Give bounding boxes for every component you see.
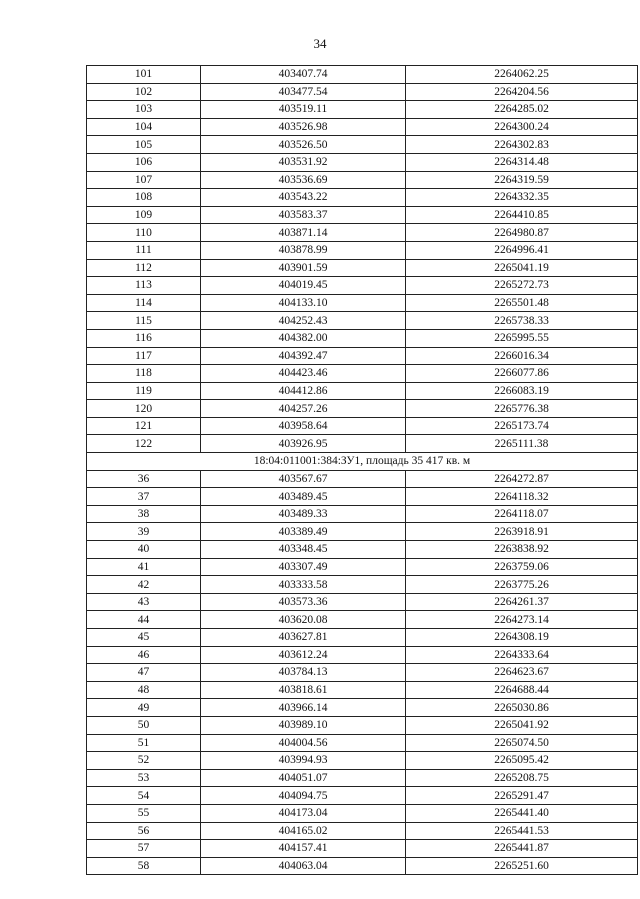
table-row (87, 136, 638, 154)
table-row (87, 312, 638, 330)
table-row (87, 382, 638, 400)
table-row (87, 822, 638, 840)
point-number-cell: 118 (87, 365, 201, 383)
table-row (87, 400, 638, 418)
x-coordinate-cell: 403543.22 (201, 189, 406, 207)
x-coordinate-cell: 404004.56 (201, 734, 406, 752)
y-coordinate-cell: 2264332.35 (406, 189, 638, 207)
y-coordinate-cell: 2264319.59 (406, 171, 638, 189)
x-coordinate-cell: 403958.64 (201, 417, 406, 435)
point-number-cell: 101 (87, 66, 201, 84)
table-row (87, 523, 638, 541)
table-row (87, 576, 638, 594)
section-heading-row (87, 453, 638, 471)
y-coordinate-cell: 2265208.75 (406, 769, 638, 787)
y-coordinate-cell: 2264623.67 (406, 664, 638, 682)
x-coordinate-cell: 404173.04 (201, 804, 406, 822)
y-coordinate-cell: 2264273.14 (406, 611, 638, 629)
table-row (87, 171, 638, 189)
point-number-cell: 48 (87, 681, 201, 699)
table-row (87, 629, 638, 647)
x-coordinate-cell: 403620.08 (201, 611, 406, 629)
table-row (87, 716, 638, 734)
table-row (87, 294, 638, 312)
point-number-cell: 115 (87, 312, 201, 330)
y-coordinate-cell: 2265291.47 (406, 787, 638, 805)
y-coordinate-cell: 2264410.85 (406, 206, 638, 224)
x-coordinate-cell: 403612.24 (201, 646, 406, 664)
table-row (87, 365, 638, 383)
y-coordinate-cell: 2264333.64 (406, 646, 638, 664)
table-row (87, 153, 638, 171)
y-coordinate-cell: 2264118.32 (406, 488, 638, 506)
x-coordinate-cell: 403583.37 (201, 206, 406, 224)
y-coordinate-cell: 2265251.60 (406, 857, 638, 875)
y-coordinate-cell: 2263775.26 (406, 576, 638, 594)
x-coordinate-cell: 403536.69 (201, 171, 406, 189)
x-coordinate-cell: 403926.95 (201, 435, 406, 453)
y-coordinate-cell: 2263759.06 (406, 558, 638, 576)
table-row (87, 840, 638, 858)
table-row (87, 241, 638, 259)
x-coordinate-cell: 403531.92 (201, 153, 406, 171)
table-row (87, 259, 638, 277)
point-number-cell: 37 (87, 488, 201, 506)
y-coordinate-cell: 2265041.19 (406, 259, 638, 277)
table-row (87, 752, 638, 770)
table-row (87, 277, 638, 295)
x-coordinate-cell: 403966.14 (201, 699, 406, 717)
point-number-cell: 121 (87, 417, 201, 435)
x-coordinate-cell: 403994.93 (201, 752, 406, 770)
point-number-cell: 50 (87, 716, 201, 734)
table-row (87, 206, 638, 224)
y-coordinate-cell: 2265441.87 (406, 840, 638, 858)
y-coordinate-cell: 2265030.86 (406, 699, 638, 717)
x-coordinate-cell: 403526.50 (201, 136, 406, 154)
point-number-cell: 114 (87, 294, 201, 312)
x-coordinate-cell: 404133.10 (201, 294, 406, 312)
table-row (87, 83, 638, 101)
x-coordinate-cell: 404423.46 (201, 365, 406, 383)
table-row (87, 541, 638, 559)
x-coordinate-cell: 403489.45 (201, 488, 406, 506)
table-row (87, 646, 638, 664)
x-coordinate-cell: 403489.33 (201, 505, 406, 523)
point-number-cell: 40 (87, 541, 201, 559)
table-row (87, 329, 638, 347)
x-coordinate-cell: 403989.10 (201, 716, 406, 734)
table-row (87, 857, 638, 875)
x-coordinate-cell: 403348.45 (201, 541, 406, 559)
point-number-cell: 120 (87, 400, 201, 418)
table-row (87, 118, 638, 136)
point-number-cell: 108 (87, 189, 201, 207)
point-number-cell: 36 (87, 470, 201, 488)
y-coordinate-cell: 2264272.87 (406, 470, 638, 488)
y-coordinate-cell: 2266016.34 (406, 347, 638, 365)
y-coordinate-cell: 2264285.02 (406, 101, 638, 119)
section-heading: 18:04:011001:384:ЗУ1, площадь 35 417 кв. м (87, 453, 638, 471)
point-number-cell: 122 (87, 435, 201, 453)
table-row (87, 558, 638, 576)
y-coordinate-cell: 2265095.42 (406, 752, 638, 770)
y-coordinate-cell: 2264980.87 (406, 224, 638, 242)
x-coordinate-cell: 404165.02 (201, 822, 406, 840)
page-number: 34 (313, 36, 327, 51)
x-coordinate-cell: 403878.99 (201, 241, 406, 259)
point-number-cell: 47 (87, 664, 201, 682)
y-coordinate-cell: 2264314.48 (406, 153, 638, 171)
x-coordinate-cell: 403567.67 (201, 470, 406, 488)
y-coordinate-cell: 2264261.37 (406, 593, 638, 611)
y-coordinate-cell: 2263918.91 (406, 523, 638, 541)
y-coordinate-cell: 2265776.38 (406, 400, 638, 418)
y-coordinate-cell: 2265074.50 (406, 734, 638, 752)
x-coordinate-cell: 403519.11 (201, 101, 406, 119)
x-coordinate-cell: 403407.74 (201, 66, 406, 84)
y-coordinate-cell: 2264302.83 (406, 136, 638, 154)
point-number-cell: 111 (87, 241, 201, 259)
point-number-cell: 54 (87, 787, 201, 805)
point-number-cell: 45 (87, 629, 201, 647)
point-number-cell: 102 (87, 83, 201, 101)
x-coordinate-cell: 404392.47 (201, 347, 406, 365)
x-coordinate-cell: 403818.61 (201, 681, 406, 699)
x-coordinate-cell: 403307.49 (201, 558, 406, 576)
table-row (87, 435, 638, 453)
point-number-cell: 119 (87, 382, 201, 400)
y-coordinate-cell: 2265738.33 (406, 312, 638, 330)
x-coordinate-cell: 404382.00 (201, 329, 406, 347)
table-row (87, 224, 638, 242)
x-coordinate-cell: 404157.41 (201, 840, 406, 858)
point-number-cell: 104 (87, 118, 201, 136)
x-coordinate-cell: 403784.13 (201, 664, 406, 682)
y-coordinate-cell: 2264688.44 (406, 681, 638, 699)
coordinates-table-body (87, 66, 638, 875)
x-coordinate-cell: 403333.58 (201, 576, 406, 594)
point-number-cell: 49 (87, 699, 201, 717)
table-row (87, 611, 638, 629)
point-number-cell: 46 (87, 646, 201, 664)
table-row (87, 66, 638, 84)
x-coordinate-cell: 403627.81 (201, 629, 406, 647)
table-row (87, 787, 638, 805)
x-coordinate-cell: 404257.26 (201, 400, 406, 418)
point-number-cell: 110 (87, 224, 201, 242)
y-coordinate-cell: 2265441.53 (406, 822, 638, 840)
point-number-cell: 105 (87, 136, 201, 154)
coordinates-table (86, 65, 638, 875)
y-coordinate-cell: 2266077.86 (406, 365, 638, 383)
point-number-cell: 39 (87, 523, 201, 541)
table-row (87, 470, 638, 488)
x-coordinate-cell: 404051.07 (201, 769, 406, 787)
point-number-cell: 58 (87, 857, 201, 875)
point-number-cell: 53 (87, 769, 201, 787)
point-number-cell: 56 (87, 822, 201, 840)
y-coordinate-cell: 2265041.92 (406, 716, 638, 734)
point-number-cell: 57 (87, 840, 201, 858)
table-row (87, 593, 638, 611)
point-number-cell: 103 (87, 101, 201, 119)
y-coordinate-cell: 2266083.19 (406, 382, 638, 400)
x-coordinate-cell: 403389.49 (201, 523, 406, 541)
point-number-cell: 116 (87, 329, 201, 347)
table-row (87, 505, 638, 523)
y-coordinate-cell: 2265995.55 (406, 329, 638, 347)
table-row (87, 734, 638, 752)
x-coordinate-cell: 403477.54 (201, 83, 406, 101)
point-number-cell: 112 (87, 259, 201, 277)
point-number-cell: 52 (87, 752, 201, 770)
point-number-cell: 55 (87, 804, 201, 822)
y-coordinate-cell: 2265501.48 (406, 294, 638, 312)
y-coordinate-cell: 2264062.25 (406, 66, 638, 84)
table-row (87, 189, 638, 207)
point-number-cell: 113 (87, 277, 201, 295)
table-row (87, 488, 638, 506)
table-row (87, 699, 638, 717)
y-coordinate-cell: 2265173.74 (406, 417, 638, 435)
x-coordinate-cell: 404094.75 (201, 787, 406, 805)
y-coordinate-cell: 2264118.07 (406, 505, 638, 523)
point-number-cell: 109 (87, 206, 201, 224)
table-row (87, 681, 638, 699)
point-number-cell: 38 (87, 505, 201, 523)
table-row (87, 347, 638, 365)
point-number-cell: 51 (87, 734, 201, 752)
point-number-cell: 106 (87, 153, 201, 171)
table-row (87, 769, 638, 787)
point-number-cell: 44 (87, 611, 201, 629)
y-coordinate-cell: 2265272.73 (406, 277, 638, 295)
y-coordinate-cell: 2265441.40 (406, 804, 638, 822)
x-coordinate-cell: 403526.98 (201, 118, 406, 136)
point-number-cell: 107 (87, 171, 201, 189)
point-number-cell: 43 (87, 593, 201, 611)
x-coordinate-cell: 404412.86 (201, 382, 406, 400)
table-row (87, 664, 638, 682)
y-coordinate-cell: 2263838.92 (406, 541, 638, 559)
x-coordinate-cell: 403901.59 (201, 259, 406, 277)
point-number-cell: 42 (87, 576, 201, 594)
y-coordinate-cell: 2264300.24 (406, 118, 638, 136)
y-coordinate-cell: 2264996.41 (406, 241, 638, 259)
x-coordinate-cell: 404063.04 (201, 857, 406, 875)
table-row (87, 417, 638, 435)
y-coordinate-cell: 2265111.38 (406, 435, 638, 453)
y-coordinate-cell: 2264204.56 (406, 83, 638, 101)
x-coordinate-cell: 404019.45 (201, 277, 406, 295)
point-number-cell: 117 (87, 347, 201, 365)
x-coordinate-cell: 403871.14 (201, 224, 406, 242)
x-coordinate-cell: 404252.43 (201, 312, 406, 330)
table-row (87, 101, 638, 119)
y-coordinate-cell: 2264308.19 (406, 629, 638, 647)
x-coordinate-cell: 403573.36 (201, 593, 406, 611)
table-row (87, 804, 638, 822)
point-number-cell: 41 (87, 558, 201, 576)
